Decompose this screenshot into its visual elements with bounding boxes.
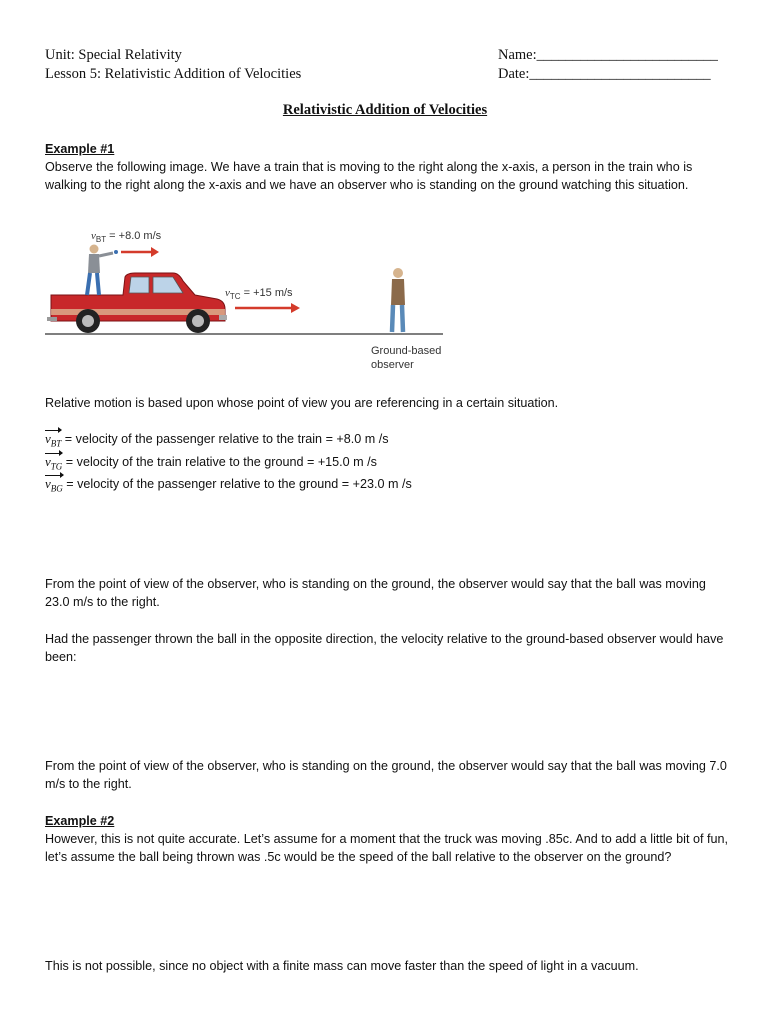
observer-figure (391, 268, 405, 332)
definition-vbt: $v_{BT}$ = velocity of the passenger relative to the train = +8.0 m /s (45, 430, 730, 453)
lesson-label: Lesson 5: Relativistic Addition of Velocities (45, 66, 302, 82)
vbt-label: $v_{BT} = +8.0$ m/s (91, 230, 162, 245)
truck (47, 273, 227, 333)
relative-motion-text: Relative motion is based upon whose point of view you are referencing in a certain situation. (45, 396, 559, 410)
definition-vtg: $v_{TG}$ = velocity of the train relative to the ground = +15.0 m /s (45, 453, 730, 476)
page-title: Relativistic Addition of Velocities (282, 102, 488, 118)
truck-figure (45, 225, 450, 375)
passenger-figure (87, 245, 113, 296)
observer-caption: Ground-based observer (371, 345, 442, 371)
observer-paragraph-1: From the point of view of the observer, who is standing on the ground, the observer would say that the ball was moving 23.0 m/s to the right. (45, 577, 706, 609)
example1-intro: Observe the following image. We have a train that is moving to the right along the x-axis, a person in the train who is walking to the right along the x-axis and we have an observer who is standing on the ground watching this situation. (45, 160, 693, 192)
date-field: Date:_________________________ (498, 66, 711, 82)
definition-vbg: $v_{BG}$ = velocity of the passenger relative to the ground = +23.0 m /s (45, 475, 730, 498)
name-field: Name:_________________________ (498, 47, 718, 63)
unit-label: Unit: Special Relativity (45, 47, 182, 63)
opposite-direction-paragraph: Had the passenger thrown the ball in the opposite direction, the velocity relative to the ground-based observer would have been: (45, 632, 724, 664)
observer-paragraph-2: From the point of view of the observer, who is standing on the ground, the observer would say that the ball was moving 7.0 m/s to the right. (45, 759, 727, 791)
example1-heading: Example #1 (45, 142, 115, 156)
vtc-label: $v_{TC} = +15$ m/s (225, 287, 293, 302)
velocity-definitions (45, 430, 730, 498)
conclusion-text: This is not possible, since no object with a finite mass can move faster than the speed of light in a vacuum. (45, 959, 639, 973)
ball (114, 250, 118, 254)
example2-heading: Example #2 (45, 814, 115, 828)
example2-text: However, this is not quite accurate. Let’s assume for a moment that the truck was moving .85c. And to add a little bit of fun, let’s assume the ball being thrown was .5c would be the speed of the ball relative to the observer on the ground? (45, 832, 728, 864)
